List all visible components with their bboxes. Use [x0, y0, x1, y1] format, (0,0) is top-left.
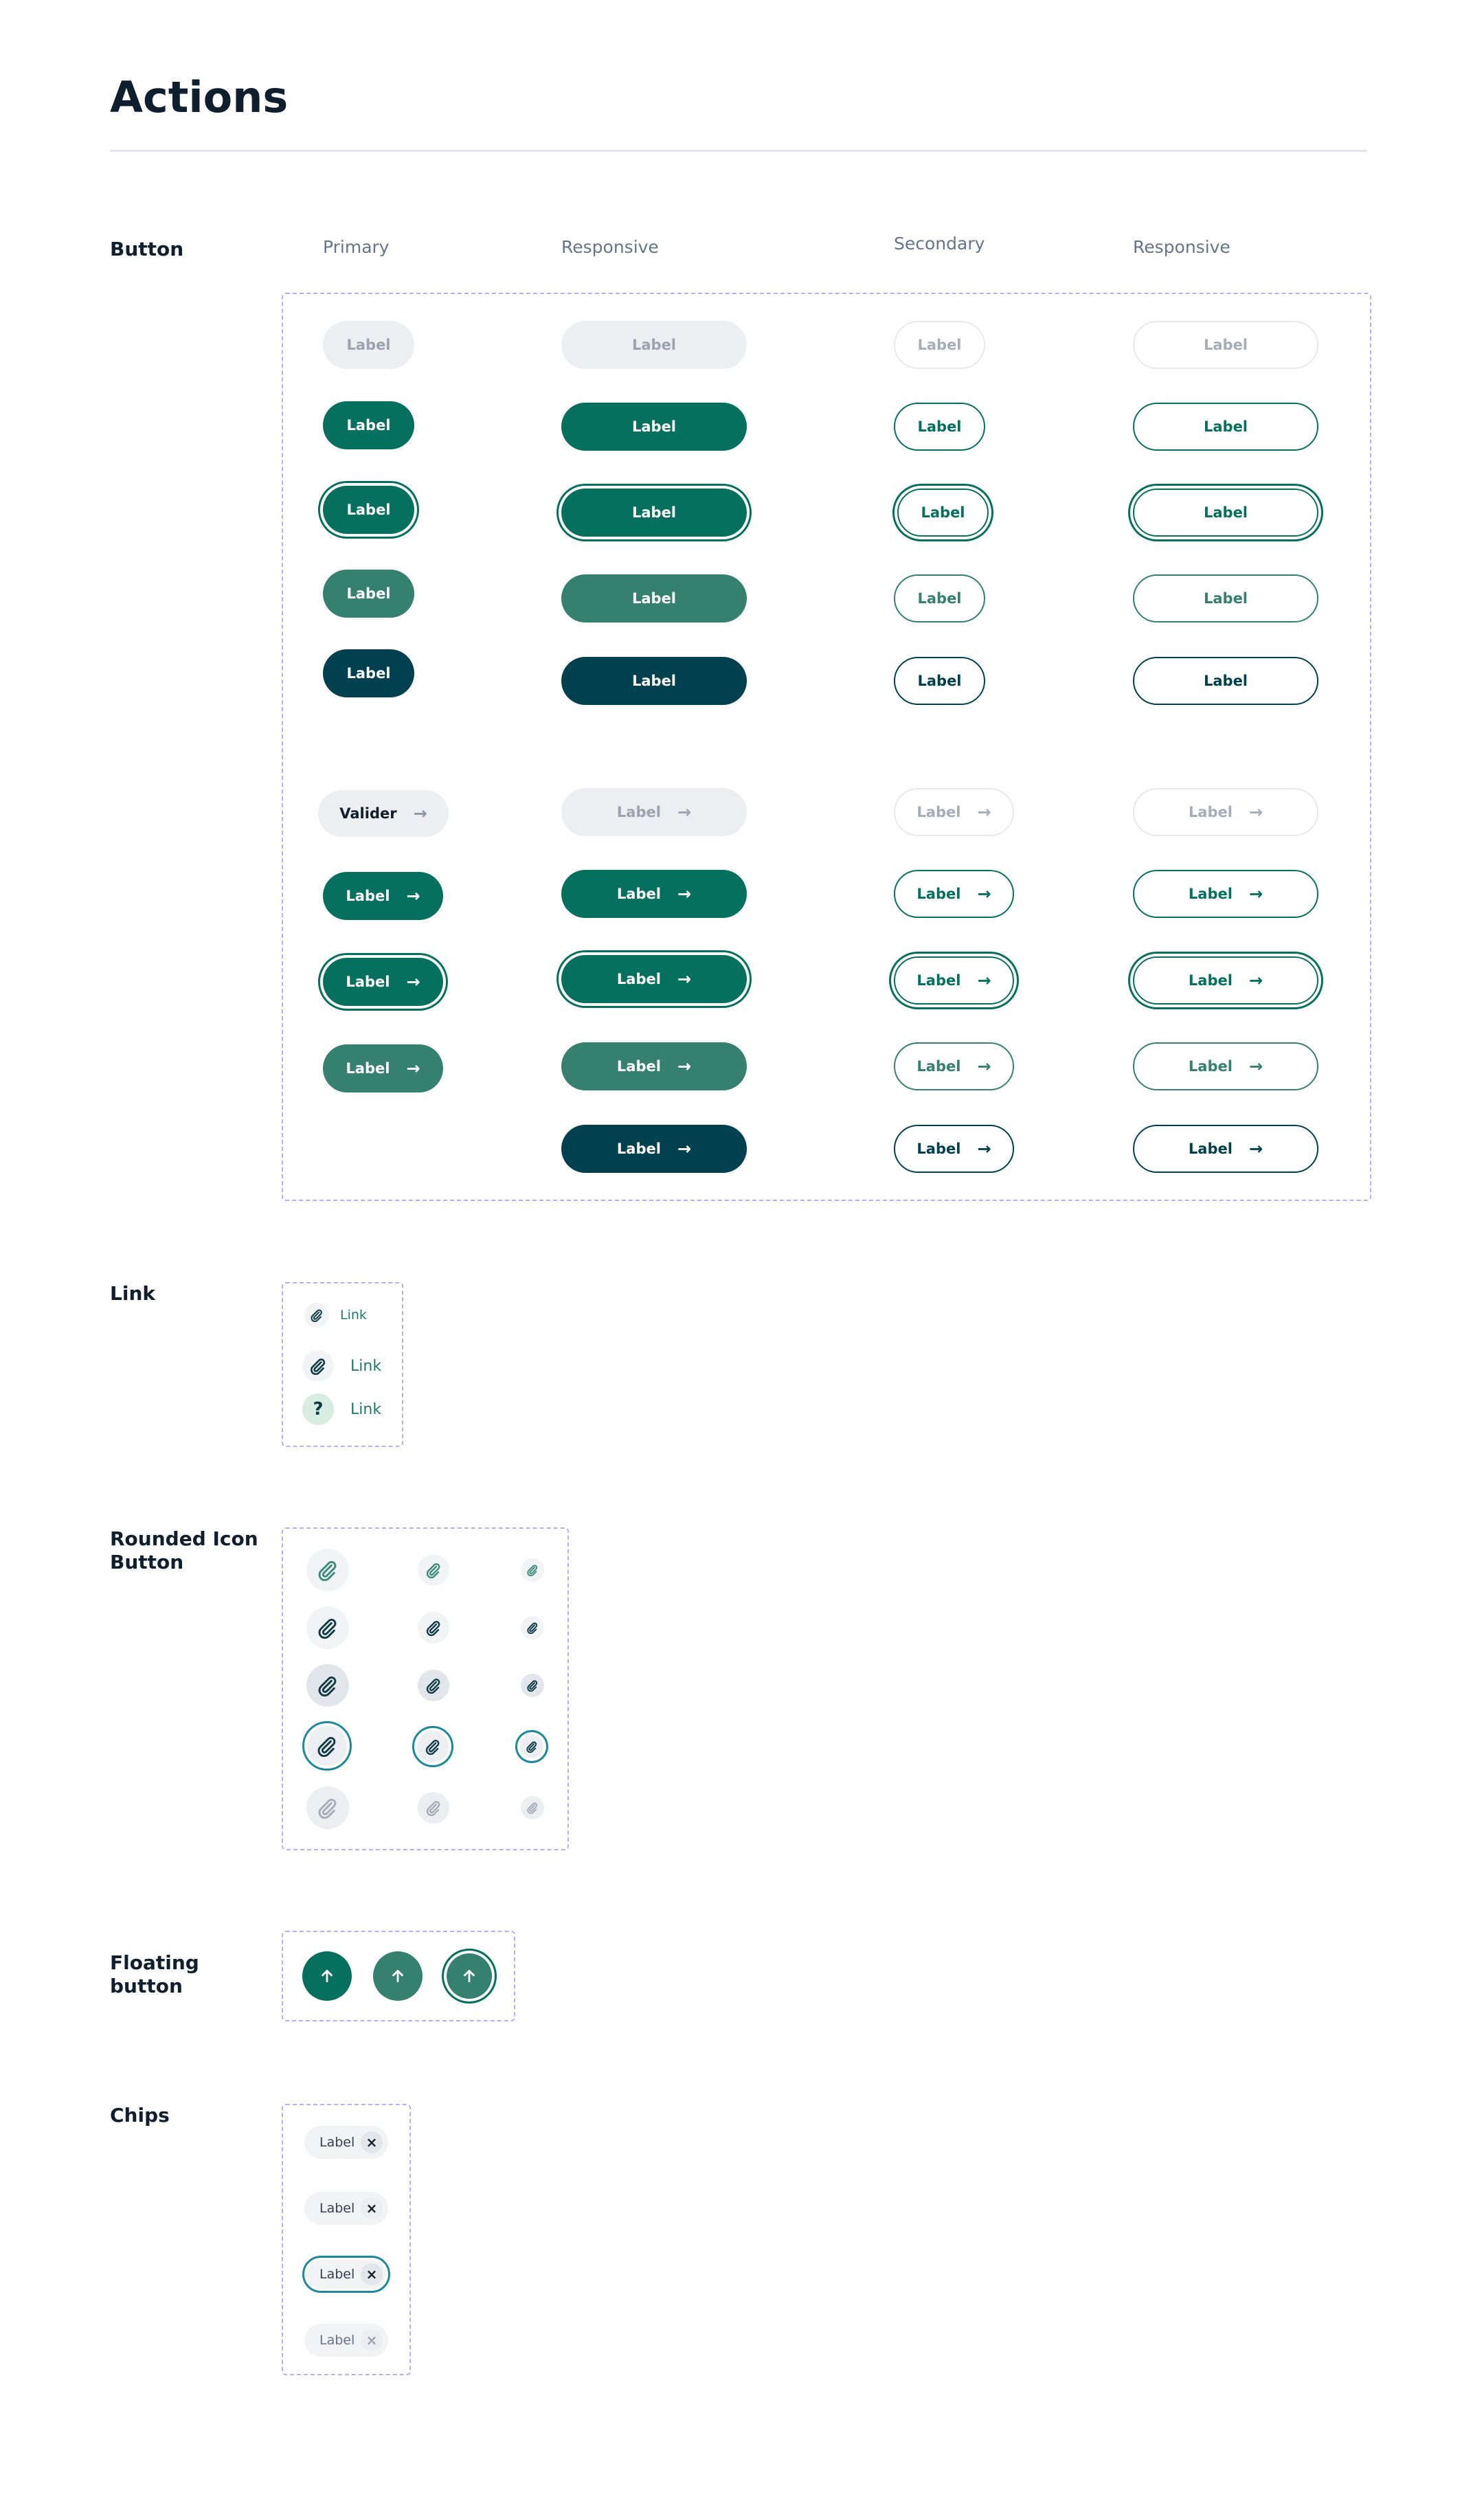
icon-button-small-focus[interactable] — [515, 1730, 548, 1763]
button-label: Label — [346, 665, 391, 682]
paperclip-icon — [526, 1622, 539, 1634]
secondary-arrow-button-hover[interactable] — [894, 1042, 1014, 1090]
secondary-button-focus[interactable] — [897, 489, 989, 537]
arrow-right-icon: → — [677, 884, 692, 904]
responsive-primary-button-focus[interactable] — [561, 489, 747, 537]
column-header-primary: Primary — [323, 237, 390, 257]
button-label: Label — [346, 888, 390, 904]
responsive-secondary-arrow-button-pressed[interactable] — [1133, 1125, 1318, 1173]
button-label: Label — [1188, 1058, 1233, 1075]
responsive-primary-button-disabled[interactable] — [561, 321, 747, 369]
paperclip-icon — [316, 1735, 338, 1757]
button-label: Label — [616, 804, 661, 820]
button-label: Label — [346, 337, 391, 353]
chip-label: Label — [319, 2333, 355, 2348]
paperclip-icon — [304, 1303, 329, 1327]
button-label: Label — [917, 590, 962, 607]
responsive-primary-button-hover[interactable] — [561, 574, 747, 623]
button-label: Valider — [339, 805, 397, 822]
responsive-secondary-arrow-button-disabled[interactable] — [1133, 788, 1318, 836]
column-header-responsive-secondary: Responsive — [1133, 237, 1230, 257]
button-label: Label — [346, 502, 391, 518]
paperclip-icon — [526, 1740, 538, 1753]
button-label: Label — [1203, 337, 1248, 353]
arrow-right-icon: → — [406, 972, 420, 991]
button-label: Label — [631, 504, 677, 521]
arrow-right-icon: → — [977, 1139, 991, 1158]
column-header-responsive-primary: Responsive — [561, 237, 659, 257]
arrow-right-icon: → — [406, 1059, 420, 1078]
button-label: Label — [1188, 804, 1233, 820]
close-icon[interactable]: × — [361, 2329, 383, 2351]
secondary-arrow-button-default[interactable] — [894, 870, 1014, 918]
button-label: Label — [346, 417, 391, 434]
arrow-right-icon: → — [1248, 1139, 1263, 1158]
link-label: Link — [350, 1400, 382, 1418]
responsive-secondary-button-default[interactable] — [1133, 403, 1318, 451]
primary-arrow-button-hover[interactable] — [323, 1044, 443, 1092]
column-header-secondary: Secondary — [894, 234, 985, 254]
responsive-primary-button-default[interactable] — [561, 403, 747, 451]
icon-button-large-focus[interactable] — [302, 1721, 352, 1771]
link-help[interactable] — [302, 1393, 381, 1425]
responsive-secondary-arrow-button-hover[interactable] — [1133, 1042, 1318, 1090]
link-label: Link — [350, 1357, 382, 1375]
arrow-right-icon: → — [1248, 971, 1263, 990]
responsive-primary-arrow-button-focus[interactable] — [561, 955, 747, 1003]
paperclip-icon — [317, 1617, 339, 1639]
button-label: Label — [1203, 504, 1248, 521]
floating-button-hover[interactable] — [373, 1951, 423, 2001]
icon-button-medium-focus[interactable] — [412, 1726, 453, 1767]
primary-button-focus[interactable] — [323, 486, 414, 534]
icon-button-small-pressed[interactable] — [521, 1674, 544, 1697]
secondary-button-hover[interactable] — [894, 574, 985, 623]
primary-button-disabled[interactable] — [323, 321, 414, 369]
arrow-right-icon: → — [406, 886, 420, 906]
button-label: Label — [917, 804, 961, 820]
responsive-primary-button-pressed[interactable] — [561, 657, 747, 705]
icon-button-medium-pressed[interactable] — [418, 1670, 449, 1701]
button-label: Label — [917, 337, 962, 353]
icon-button-large-default[interactable] — [306, 1549, 349, 1591]
arrow-right-icon: → — [413, 804, 427, 823]
chip-focus[interactable] — [302, 2256, 390, 2293]
paperclip-icon — [425, 1562, 442, 1578]
icon-button-large-disabled[interactable] — [306, 1786, 349, 1829]
button-label: Label — [917, 1058, 961, 1075]
responsive-primary-arrow-button-disabled[interactable] — [561, 788, 747, 836]
secondary-arrow-button-disabled[interactable] — [894, 788, 1014, 836]
responsive-secondary-button-disabled[interactable] — [1133, 321, 1318, 369]
chip-hover[interactable] — [304, 2192, 388, 2225]
responsive-secondary-button-focus[interactable] — [1133, 489, 1318, 537]
icon-button-large-pressed[interactable] — [306, 1664, 349, 1707]
icon-button-small-default[interactable] — [521, 1558, 544, 1582]
primary-button-pressed[interactable] — [323, 649, 414, 697]
responsive-primary-arrow-button-pressed[interactable] — [561, 1125, 747, 1173]
secondary-arrow-button-focus[interactable] — [894, 956, 1014, 1005]
icon-button-medium-disabled[interactable] — [418, 1792, 449, 1824]
responsive-primary-arrow-button-hover[interactable] — [561, 1042, 747, 1090]
paperclip-icon — [425, 1799, 442, 1816]
close-icon[interactable]: × — [361, 2197, 383, 2219]
paperclip-icon — [425, 1738, 441, 1755]
arrow-right-icon: → — [677, 969, 692, 989]
primary-button-hover[interactable] — [323, 570, 414, 618]
button-label: Label — [631, 337, 677, 353]
section-label-floating-button: Floating button — [110, 1951, 199, 1997]
arrow-right-icon: → — [977, 884, 991, 904]
button-label: Label — [1188, 1141, 1233, 1157]
secondary-button-disabled[interactable] — [894, 321, 985, 369]
button-label: Label — [631, 418, 677, 435]
button-label: Label — [346, 585, 391, 602]
arrow-right-icon: → — [1248, 803, 1263, 822]
paperclip-icon — [526, 1802, 539, 1814]
link-medium[interactable] — [302, 1350, 381, 1382]
close-icon[interactable]: × — [361, 2131, 383, 2153]
button-label: Label — [921, 504, 965, 521]
button-label: Label — [346, 1060, 390, 1077]
responsive-secondary-button-hover[interactable] — [1133, 574, 1318, 623]
arrow-right-icon: → — [977, 971, 991, 990]
chip-default[interactable] — [304, 2126, 388, 2159]
paperclip-icon — [425, 1677, 442, 1694]
secondary-button-default[interactable] — [894, 403, 985, 451]
question-icon: ? — [302, 1393, 334, 1425]
floating-button-default[interactable] — [302, 1951, 352, 2001]
icon-button-medium-default[interactable] — [418, 1554, 449, 1586]
button-label: Label — [1188, 972, 1233, 989]
button-label: Label — [1188, 886, 1233, 902]
arrow-right-icon: → — [677, 1057, 692, 1076]
chip-label: Label — [319, 2267, 355, 2282]
arrow-right-icon: → — [677, 1139, 692, 1158]
secondary-button-pressed[interactable] — [894, 657, 985, 705]
paperclip-icon — [317, 1797, 339, 1819]
chip-disabled[interactable] — [304, 2324, 388, 2357]
floating-button-focus[interactable] — [442, 1949, 497, 2004]
chip-label: Label — [319, 2201, 355, 2216]
arrow-right-icon: → — [677, 803, 692, 822]
button-label: Label — [917, 418, 962, 435]
primary-button-default[interactable] — [323, 401, 414, 449]
responsive-secondary-arrow-button-default[interactable] — [1133, 870, 1318, 918]
button-label: Label — [917, 886, 961, 902]
responsive-secondary-arrow-button-focus[interactable] — [1133, 956, 1318, 1005]
button-label: Label — [631, 590, 677, 607]
primary-arrow-button-focus[interactable] — [323, 958, 443, 1006]
section-label-rounded-icon-button: Rounded Icon Button — [110, 1527, 258, 1573]
button-label: Label — [616, 971, 661, 987]
button-label: Label — [616, 1141, 661, 1157]
button-label: Label — [1203, 673, 1248, 689]
arrow-up-icon — [318, 1967, 336, 1985]
link-small[interactable] — [304, 1303, 367, 1327]
icon-button-small-hover[interactable] — [521, 1616, 544, 1639]
secondary-arrow-button-pressed[interactable] — [894, 1125, 1014, 1173]
button-label: Label — [616, 1058, 661, 1075]
chip-label: Label — [319, 2135, 355, 2150]
button-label: Label — [1203, 418, 1248, 435]
button-label: Label — [1203, 590, 1248, 607]
paperclip-icon — [302, 1350, 334, 1382]
button-label: Label — [917, 1141, 961, 1157]
responsive-secondary-button-pressed[interactable] — [1133, 657, 1318, 705]
section-label-chips: Chips — [110, 2104, 170, 2127]
close-icon[interactable]: × — [361, 2263, 383, 2285]
paperclip-icon — [425, 1619, 442, 1636]
section-label-link: Link — [110, 1282, 155, 1305]
button-label: Label — [631, 673, 677, 689]
arrow-right-icon: → — [977, 1057, 991, 1076]
arrow-up-icon — [460, 1967, 478, 1985]
paperclip-icon — [317, 1559, 339, 1581]
icon-button-medium-hover[interactable] — [418, 1612, 449, 1644]
button-label: Label — [616, 886, 661, 902]
button-label: Label — [917, 972, 961, 989]
primary-arrow-button-default[interactable] — [323, 872, 443, 920]
arrow-right-icon: → — [977, 803, 991, 822]
icon-button-small-disabled[interactable] — [521, 1796, 544, 1819]
link-label: Link — [340, 1308, 367, 1323]
button-label: Label — [917, 673, 962, 689]
paperclip-icon — [317, 1674, 339, 1696]
paperclip-icon — [526, 1679, 539, 1692]
icon-button-large-hover[interactable] — [306, 1606, 349, 1649]
primary-arrow-button-disabled[interactable] — [318, 790, 449, 837]
arrow-right-icon: → — [1248, 1057, 1263, 1076]
page-title: Actions — [110, 72, 289, 122]
paperclip-icon — [526, 1564, 539, 1576]
responsive-primary-arrow-button-default[interactable] — [561, 870, 747, 918]
section-label-button: Button — [110, 238, 184, 260]
arrow-right-icon: → — [1248, 884, 1263, 904]
button-label: Label — [346, 974, 390, 990]
arrow-up-icon — [389, 1967, 407, 1985]
title-divider — [110, 150, 1367, 152]
